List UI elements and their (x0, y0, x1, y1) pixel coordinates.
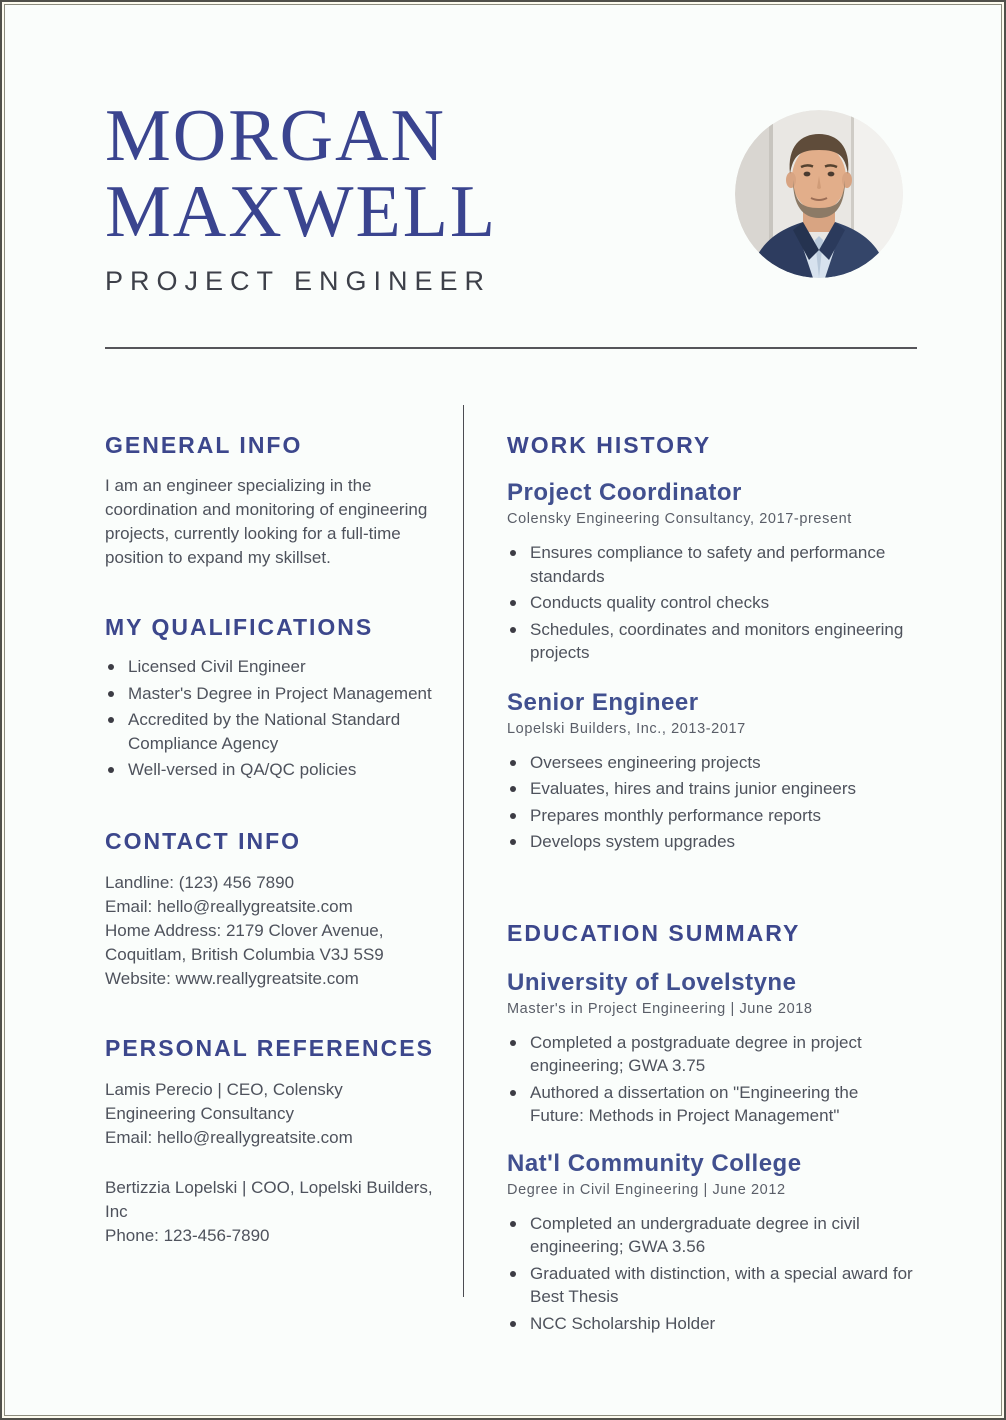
qualification-item: Master's Degree in Project Management (105, 682, 437, 706)
profile-photo-illustration (735, 110, 903, 278)
school-achievement: Graduated with distinction, with a special award for Best Thesis (507, 1262, 913, 1309)
school-meta: Degree in Civil Engineering | June 2012 (507, 1181, 786, 1198)
education-heading: EDUCATION SUMMARY (507, 919, 801, 946)
qualification-item: Licensed Civil Engineer (105, 655, 437, 679)
school-name: Nat'l Community College (507, 1149, 802, 1177)
job-entry (507, 689, 913, 854)
school-meta: Master's in Project Engineering | June 2018 (507, 1000, 813, 1017)
section-general-info (105, 432, 437, 570)
profile-photo (735, 110, 903, 278)
job-duties-list (507, 751, 913, 854)
right-column (507, 432, 913, 1338)
school-achievement: Authored a dissertation on "Engineering the Future: Methods in Project Management" (507, 1081, 913, 1128)
left-column (105, 432, 437, 1338)
qualifications-heading: MY QUALIFICATIONS (105, 614, 374, 640)
candidate-last-name: MAXWELL (105, 171, 498, 253)
job-duties-list (507, 541, 913, 665)
job-meta: Lopelski Builders, Inc., 2013-2017 (507, 720, 746, 737)
job-duty: Ensures compliance to safety and performance standards (507, 541, 913, 588)
school-achievement: Completed an undergraduate degree in civil engineering; GWA 3.56 (507, 1212, 913, 1259)
general-info-text: I am an engineer specializing in the coordination and monitoring of engineering projects, currently looking for a full-time position to expand my skillset. (105, 476, 428, 567)
contact-lines (105, 871, 437, 991)
contact-website: Website: www.reallygreatsite.com (105, 968, 359, 988)
contact-landline: Landline: (123) 456 7890 (105, 872, 295, 892)
resume-body (105, 432, 913, 1338)
job-duty: Develops system upgrades (507, 830, 913, 854)
general-info-heading: GENERAL INFO (105, 432, 303, 458)
section-personal-references (105, 1035, 437, 1248)
reference-contact: Phone: 123-456-7890 (105, 1225, 270, 1245)
reference-person: Bertizzia Lopelski | COO, Lopelski Builders, Inc (105, 1177, 433, 1221)
section-qualifications (105, 614, 437, 782)
header (105, 95, 913, 297)
reference-contact: Email: hello@reallygreatsite.com (105, 1127, 353, 1147)
work-history-heading: WORK HISTORY (507, 432, 712, 458)
job-meta: Colensky Engineering Consultancy, 2017-present (507, 511, 852, 527)
job-duty: Oversees engineering projects (507, 751, 913, 775)
job-duty: Schedules, coordinates and monitors engineering projects (507, 618, 913, 665)
job-duty: Evaluates, hires and trains junior engineers (507, 777, 913, 801)
job-duty: Prepares monthly performance reports (507, 804, 913, 828)
job-title: Project Coordinator (507, 479, 742, 506)
candidate-job-title: PROJECT ENGINEER (105, 266, 492, 296)
qualification-item: Accredited by the National Standard Compliance Agency (105, 708, 437, 755)
job-duty: Conducts quality control checks (507, 591, 913, 615)
job-entry (507, 479, 913, 665)
reference-entry (105, 1078, 437, 1150)
school-achievements-list (507, 1031, 913, 1128)
job-title: Senior Engineer (507, 688, 699, 716)
section-education-summary (507, 920, 913, 1336)
reference-entry (105, 1176, 437, 1248)
school-achievements-list (507, 1212, 913, 1336)
section-work-history (507, 432, 913, 854)
qualification-item: Well-versed in QA/QC policies (105, 758, 437, 782)
qualifications-list (105, 655, 437, 782)
contact-info-heading: CONTACT INFO (105, 827, 302, 854)
school-achievement: Completed a postgraduate degree in project engineering; GWA 3.75 (507, 1031, 913, 1078)
section-contact-info (105, 828, 437, 991)
candidate-first-name: MORGAN (105, 95, 446, 177)
education-entry (507, 1150, 913, 1336)
school-name: University of Lovelstyne (507, 968, 797, 996)
contact-email: Email: hello@reallygreatsite.com (105, 896, 353, 916)
reference-person: Lamis Perecio | CEO, Colensky Engineering Consultancy (105, 1079, 343, 1123)
education-entry (507, 969, 913, 1128)
references-heading: PERSONAL REFERENCES (105, 1034, 434, 1061)
header-divider-line (105, 347, 917, 349)
school-achievement: NCC Scholarship Holder (507, 1312, 913, 1336)
contact-address: Home Address: 2179 Clover Avenue, Coquitlam, British Columbia V3J 5S9 (105, 920, 384, 964)
